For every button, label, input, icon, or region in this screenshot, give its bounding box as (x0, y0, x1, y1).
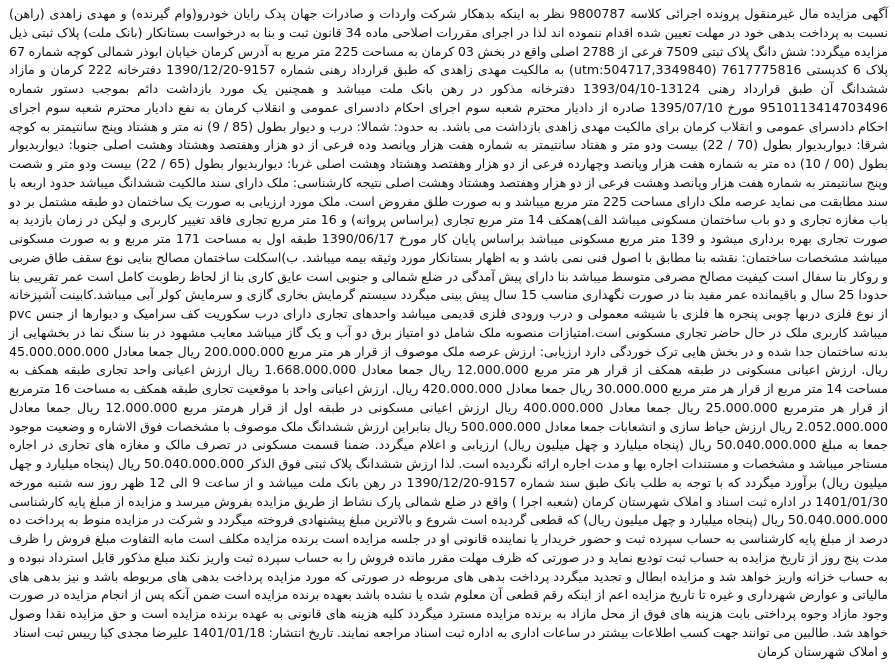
auction-notice-body: آگهی مزایده مال غیرمنقول پرونده اجرائی کلاسه 9800787 نظر به اینکه بدهکار شرکت واردات و صادرات جهان پدک رایان خودرو(وام گیرنده) و مهدی زاهدی (راهن) نسبت به پرداخت بدهی خود در مهلت تعیین شده اقدام ننموده اند لذا در اجرای مقررات اصلاحی ماده 34 قانون ثبت و بنا به درخواست بستانکار (بانک ملت) پلاک ثبتی ذیل مزایده میگردد: شش دانگ پلاک ثبتی 7509 فرعی از 2788 اصلی واقع در بخش 03 کرمان به مساحت 225 متر مربع به آدرس کرمان خیابان ابوذر شمالی کوچه شماره 67 پلاک 6 کدپستی 7617775816 (utm:504717,3349840) به مالکیت مهدی زاهدی که طبق قرارداد رهنی شماره 9157-1390/12/20 دفترخانه 222 کرمان و مازاد ششدانگ آن طبق قرارداد رهنی 13124-1393/04/10 دفترخانه مذکور در رهن بانک ملت میباشد و همچنین یک مورد بازداشت دائم بموجب دستور شماره 9510113414703496 مورخ 1395/07/10 صادره از دادیار محترم شعبه سوم اجرای احکام دادسرای عمومی و انقلاب کرمان به نفع دادیار محترم شعبه سوم اجرای احکام دادسرای عمومی و انقلاب کرمان برای مالکیت مهدی زاهدی بازداشت می باشد. به حدود: شمالا: درب و دیوار بطول (85 / 9) نه متر و هشتاد وپنج سانتیمتر به کوچه شرقا: دیواربدیوار بطول (70 / 22) بیست ودو متر و هفتاد سانتیمتر به شماره هفت هزار وپانصد وده فرعی از دو هزار وهفتصد وهشتاد وهشت اصلی جنوبا: دیواربدیوار بطول (00 / 10) ده متر به شماره هفت هزار وپانصد وچهارده فرعی از دو هزار وهفتصد وهشتاد وهشت اصلی غربا: دیواربدیوار بطول (65 / 22) بیست ودو متر و شصت وپنج سانتیمتر به شماره هفت هزار وپانصد وهشت فرعی از دو هزار وهفتصد وهشتاد وهشت اصلی نتیجه کارشناسی: ملک دارای سند مالکیت ششدانگ میباشد حدود اربعه با سند مطابقت می نماید عرصه ملک دارای مساحت 225 متر مربع میباشد و به صورت طلق مفروض است. ملک مورد ارزیابی به صورت یک ساختمان دو طبقه مشتمل بر دو باب مغازه تجاری و دو باب ساختمان مسکونی میباشد الف)همکف 14 متر مربع تجاری (براساس پروانه) و 16 متر مربع تجاری فاقد تغییر کاربری و لیکن در زمان بازدید به صورت تجاری بهره برداری میشود و 139 متر مربع مسکونی میباشد براساس پایان کار مورخ 1390/06/17 طبقه اول به مساحت 171 متر مربع و به صورت مسکونی میباشد مشخصات ساختمان: نقشه بنا مطابق با اصول فنی نمی باشد و به اظهار بستانکار مورد وثیقه بیمه میباشد. ب)اسکلت ساختمان مصالح بنایی نوع سقف طاق ضربی و روکار بنا سفال است کیفیت مصالح مصرفی متوسط میباشد بنا دارای پیش آمدگی در ضلع شمالی و جنوبی است عایق کاری بنا از لحاظ رطوبت کامل است عمر تقریبی بنا حدودا 25 سال و باقیمانده عمر مفید بنا در صورت نگهداری مناسب 15 سال پیش بینی میگردد سیستم گرمایش بخاری گازی و سرمایش کولر آبی میباشد.کابینت آشپزخانه از نوع فلزی دربها چوبی پنجره ها فلزی با شیشه معمولی و درب ورودی فلزی قدیمی میباشد واحدهای تجاری دارای درب سکوریت کف سرامیک و دیوارها از جنس pvc میباشد کاربری ملک در حال حاضر تجاری مسکونی است.امتیازات منصوبه ملک شامل دو امتیاز برق دو آب و یک گاز میباشد معایب مشهود در بنا سنگ نما در بخشهایی از بدنه ساختمان جدا شده و در بخش هایی ترک خوردگی دارد ارزیابی: ارزش عرصه ملک موصوف از قرار هر متر مربع 200.000.000 ریال جمعا معادل 45.000.000.000 ریال. ارزش اعیانی مسکونی در طبقه همکف از قرار هر متر مربع 12.000.000 ریال جمعا معادل 1.668.000.000 ریال ارزش اعیانی واحد تجاری طبقه همکف به مساحت 14 متر مربع از قرار هر متر مربع 30.000.000 ریال جمعا معادل 420.000.000 ریال. ارزش اعیانی واحد با موقعیت تجاری طبقه همکف به مساحت 16 مترمربع از قرار هر مترمربع 25.000.000 ریال جمعا معادل 400.000.000 ریال ارزش اعیانی مسکونی در طبقه اول از قرار هرمتر مربع 12.000.000 ریال جمعا معادل 2.052.000.000 ریال ارزش حیاط سازی و انشعابات جمعا معادل 500.000.000 ریال بنابراین ارزش ششدانگ ملک موصوف با مشخصات فوق الاشاره و وضعیت موجود جمعا به مبلغ 50.040.000.000 ریال (پنجاه میلیارد و چهل میلیون ریال) ارزیابی و اعلام میگردد. ضمنا قسمت مسکونی در تصرف مالک و مغازه های تجاری در اجاره مستاجر میباشد و مشخصات و مستندات اجاره بها و مدت اجاره ارائه نگردیده است. لذا ارزش ششدانگ پلاک ثبتی فوق الذکر 50.040.000.000 ریال (پنجاه میلیارد و چهل میلیون ریال) برآورد میگردد که با توجه به طلب بانک طبق سند شماره 9157-1390/12/20 در رهن بانک ملت میباشد و از ساعت 9 الی 12 ظهر روز سه شنبه مورخه 1401/01/30 در اداره ثبت اسناد و املاک شهرستان کرمان (شعبه اجرا ) واقع در ضلع شمالی پارک نشاط از طریق مزایده بفروش میرسد و مزایده از مبلغ پایه کارشناسی 50.040.000.000 ریال (پنجاه میلیارد و چهل میلیون ریال) که قطعی گردیده است شروع و بالاترین مبلغ پیشنهادی فروخته میگردد و شرکت در مزایده منوط به پرداخت ده درصد از مبلغ پایه کارشناسی به حساب سپرده ثبت و حضور خریدار یا نماینده قانونی او در جلسه مزایده است برنده مزایده مکلف است مابه التفاوت مبلغ فروش را ظرف مدت پنج روز از تاریخ مزایده به حساب ثبت تودیع نماید و در صورتی که ظرف مهلت مقرر مانده فروش را به حساب سپرده ثبت واریز نکند مبلغ مذکور قابل استرداد نبوده و به حساب خزانه واریز خواهد شد و مزایده ابطال و تجدید میگردد پرداخت بدهی های مربوطه در صورتی که مورد مزایده پرداخت بدهی های مربوطه باشد و نیز بدهی های مالیاتی و عوارض شهرداری و غیره تا تاریخ مزایده اعم از اینکه رقم قطعی آن معلوم شده یا نشده باشد بعهده برنده مزایده است ضمن آنکه پس از انجام مزایده در صورت وجود مازاد وجوه پرداختی بابت هزینه های فوق از محل مازاد به برنده مزایده مسترد میگردد کلیه هزینه های قانونی به عهده برنده مزایده است و حق مزایده نقدا وصول خواهد شد. طالبین می توانند جهت کسب اطلاعات بیشتر در ساعات اداری به اداره ثبت اسناد مراجعه نمایند. تاریخ انتشار: 1401/01/18 علیرضا مجدی کیا رییس ثبت اسناد (9, 6, 889, 640)
notice-signature: و املاک شهرستان کرمان (757, 643, 888, 659)
